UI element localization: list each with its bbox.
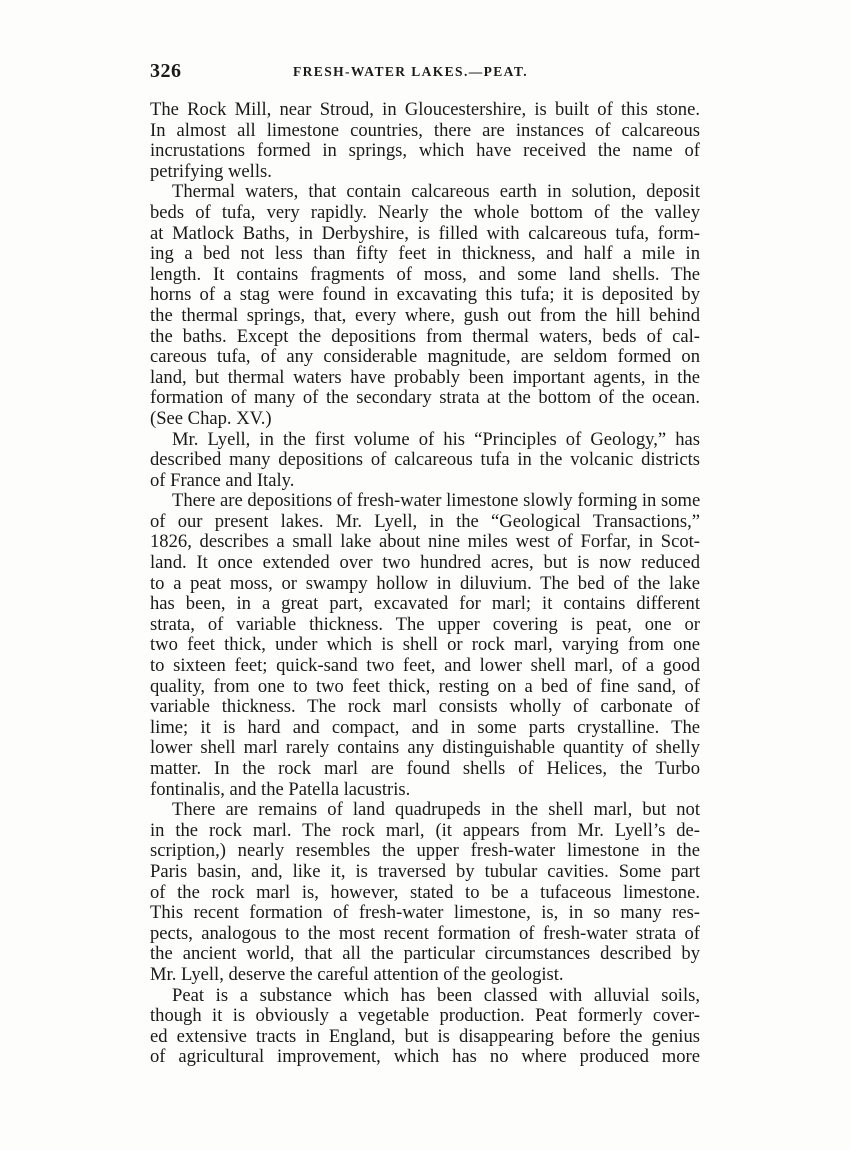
- text-line: has been, in a great part, excavated for marl; it contains different: [150, 594, 700, 615]
- page-number: 326: [150, 60, 182, 82]
- text-line: incrustations formed in springs, which have received the name of: [150, 141, 700, 162]
- text-line: There are depositions of fresh-water limestone slowly forming in some: [172, 491, 700, 512]
- body-text: [150, 100, 700, 1068]
- text-line: ing a bed not less than fifty feet in thickness, and half a mile in: [150, 244, 700, 265]
- text-line: petrifying wells.: [150, 161, 272, 182]
- text-line: the thermal springs, that, every where, gush out from the hill behind: [150, 305, 700, 326]
- text-line: Mr. Lyell, in the first volume of his “Principles of Geology,” has: [172, 429, 700, 450]
- text-line: in the rock marl. The rock marl, (it appears from Mr. Lyell’s de-: [150, 820, 700, 841]
- text-line: at Matlock Baths, in Derbyshire, is filled with calcareous tufa, form-: [150, 223, 700, 244]
- text-line: Peat is a substance which has been classed with alluvial soils,: [172, 985, 700, 1006]
- text-line: to sixteen feet; quick-sand two feet, and lower shell marl, of a good: [150, 656, 700, 677]
- text-line: This recent formation of fresh-water limestone, is, in so many res-: [150, 903, 700, 924]
- text-line: formation of many of the secondary strata at the bottom of the ocean.: [150, 388, 700, 409]
- text-line: quality, from one to two feet thick, resting on a bed of fine sand, of: [150, 676, 700, 697]
- text-line: There are remains of land quadrupeds in the shell marl, but not: [172, 800, 700, 821]
- text-line: strata, of variable thickness. The upper covering is peat, one or: [150, 614, 700, 635]
- text-line: careous tufa, of any considerable magnitude, are seldom formed on: [150, 347, 700, 368]
- text-line: Thermal waters, that contain calcareous earth in solution, deposit: [172, 182, 700, 203]
- text-line: of the rock marl is, however, stated to be a tufaceous limestone.: [150, 882, 700, 903]
- text-line: (See Chap. XV.): [150, 408, 272, 429]
- text-line: 1826, describes a small lake about nine miles west of Forfar, in Scot-: [150, 532, 700, 553]
- text-line: ed extensive tracts in England, but is disappearing before the genius: [150, 1026, 700, 1047]
- text-line: fontinalis, and the Patella lacustris.: [150, 779, 411, 800]
- text-line: length. It contains fragments of moss, and some land shells. The: [150, 264, 700, 285]
- text-line: the baths. Except the depositions from thermal waters, beds of cal-: [150, 326, 700, 347]
- text-line: two feet thick, under which is shell or rock marl, varying from one: [150, 635, 700, 656]
- running-title: FRESH-WATER LAKES.—PEAT.: [293, 64, 529, 79]
- text-line: pects, analogous to the most recent formation of fresh-water strata of: [150, 923, 700, 944]
- text-line: lime; it is hard and compact, and in some parts crystalline. The: [150, 717, 700, 738]
- text-line: land. It once extended over two hundred acres, but is now reduced: [150, 553, 700, 574]
- text-line: described many depositions of calcareous tufa in the volcanic districts: [150, 450, 700, 471]
- text-line: horns of a stag were found in excavating this tufa; it is deposited by: [150, 285, 700, 306]
- text-line: beds of tufa, very rapidly. Nearly the whole bottom of the valley: [150, 202, 700, 223]
- text-line: land, but thermal waters have probably been important agents, in the: [150, 367, 700, 388]
- text-line: of France and Italy.: [150, 470, 295, 491]
- text-line: Mr. Lyell, deserve the careful attention of the geologist.: [150, 964, 564, 985]
- text-line: of our present lakes. Mr. Lyell, in the “Geological Transactions,”: [150, 511, 700, 532]
- text-line: of agricultural improvement, which has no where produced more: [150, 1047, 700, 1068]
- text-line: Paris basin, and, like it, is traversed by tubular cavities. Some part: [150, 861, 700, 882]
- text-line: though it is obviously a vegetable production. Peat formerly cover-: [150, 1006, 700, 1027]
- text-line: The Rock Mill, near Stroud, in Gloucestershire, is built of this stone.: [150, 100, 700, 120]
- text-line: lower shell marl rarely contains any distinguishable quantity of shelly: [150, 738, 700, 759]
- text-line: scription,) nearly resembles the upper fresh-water limestone in the: [150, 841, 700, 862]
- running-head: [150, 60, 700, 86]
- text-line: to a peat moss, or swampy hollow in diluvium. The bed of the lake: [150, 573, 700, 594]
- text-line: In almost all limestone countries, there are instances of calcareous: [150, 120, 700, 141]
- text-line: variable thickness. The rock marl consists wholly of carbonate of: [150, 697, 700, 718]
- text-line: the ancient world, that all the particular circumstances described by: [150, 944, 700, 965]
- text-line: matter. In the rock marl are found shells of Helices, the Turbo: [150, 759, 700, 779]
